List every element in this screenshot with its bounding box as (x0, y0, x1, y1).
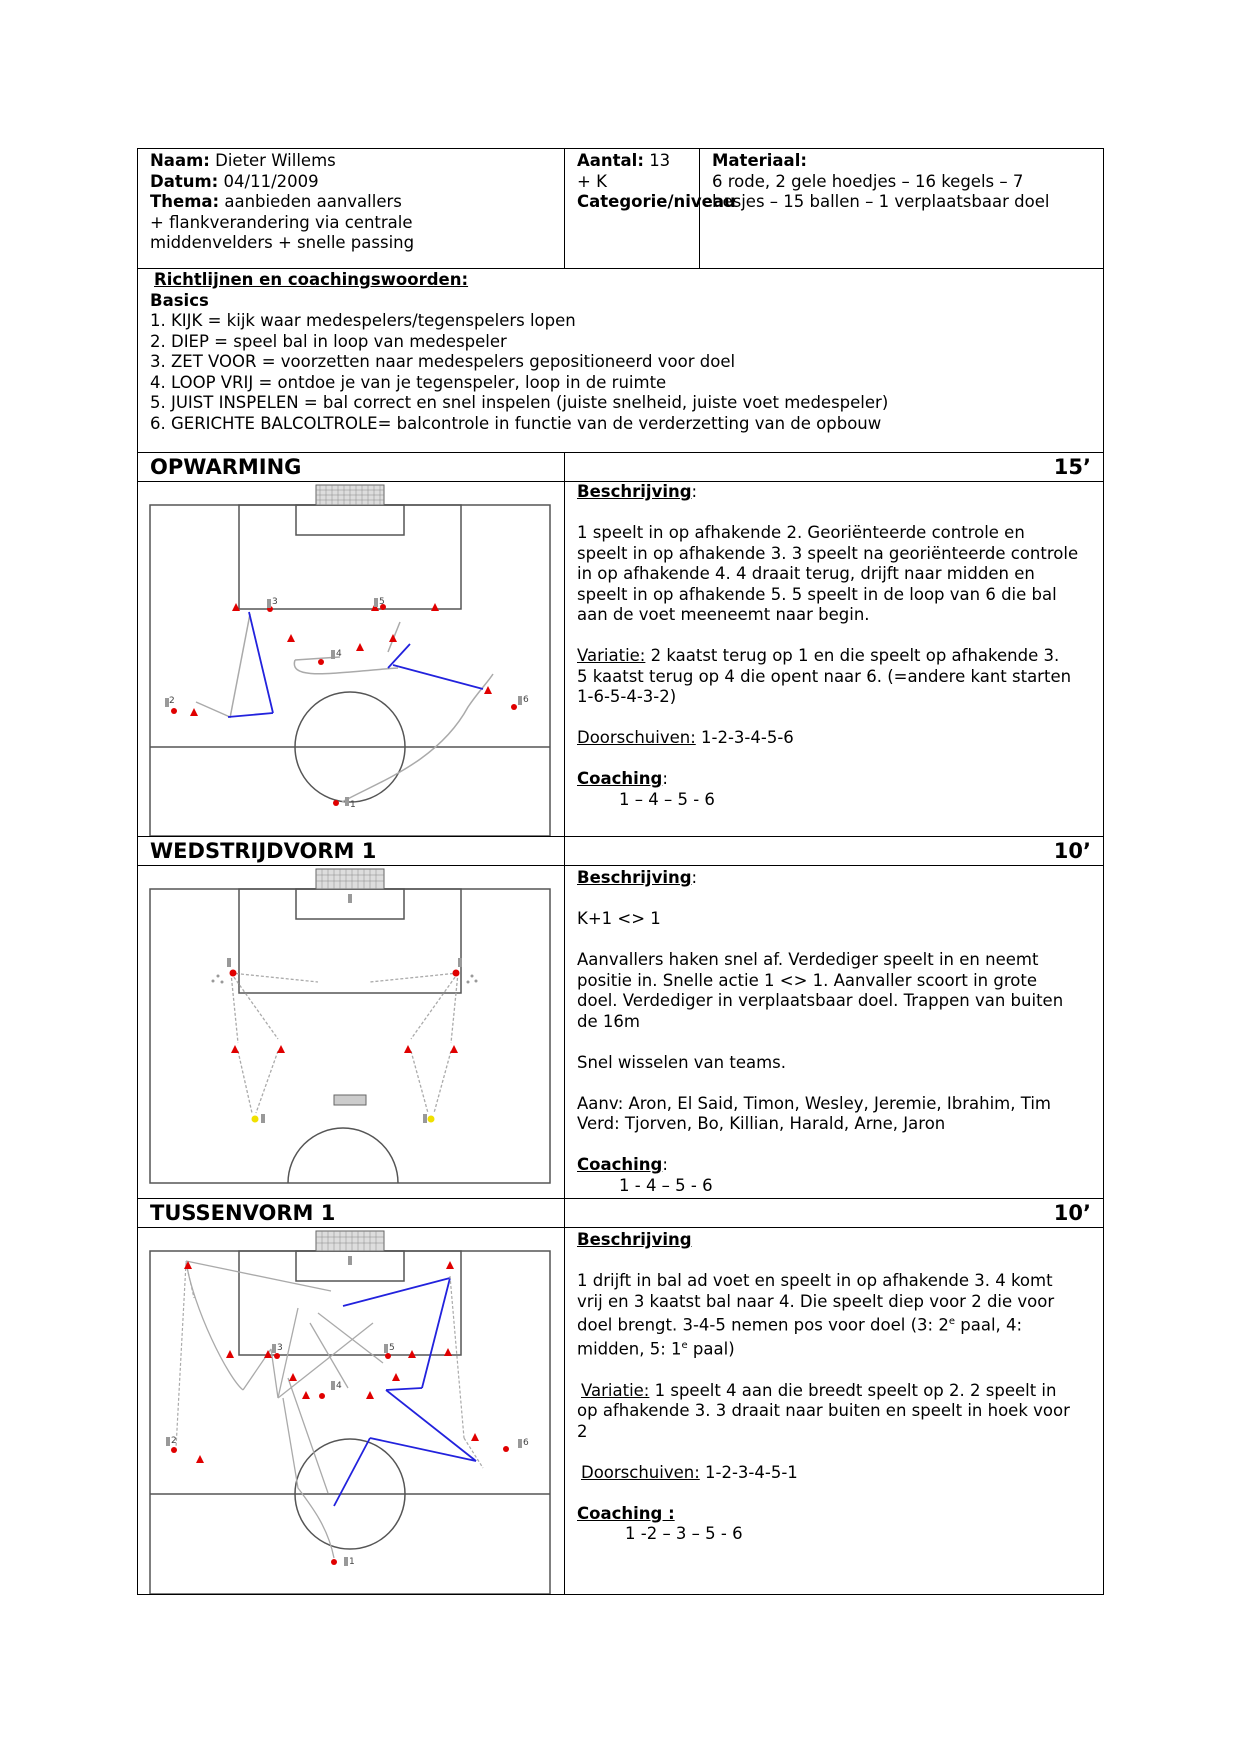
variatie-label: Variatie: (581, 1380, 650, 1400)
description-line: speelt in op afhakende 3. 3 speelt na georiënteerde controle (577, 543, 1079, 563)
colon: : (662, 769, 668, 788)
section-body-opwarming (138, 482, 1104, 837)
description-opwarming-cell (565, 482, 1104, 837)
coaching-value: 1 – 4 – 5 - 6 (619, 789, 715, 809)
description-wedstrijdvorm-cell (565, 866, 1104, 1199)
datum-label: Datum: (150, 171, 219, 191)
verdedigers-line: Verd: Tjorven, Bo, Killian, Harald, Arne, Jaron (577, 1114, 946, 1133)
variatie-line: 1-6-5-4-3-2) (577, 687, 677, 706)
section-duration-cell (565, 837, 1104, 866)
section-duration: 10’ (1053, 1201, 1091, 1225)
variatie-line: 2 kaatst terug op 1 en die speelt op afhakende 3. (645, 646, 1060, 665)
diagram-tussenvorm-cell (138, 1228, 565, 1595)
section-header-opwarming (138, 453, 1104, 482)
guideline-item: 2. DIEP = speel bal in loop van medespeler (150, 331, 507, 351)
player-label: 4 (336, 1381, 342, 1391)
section-duration: 15’ (1053, 455, 1091, 479)
materiaal-label: Materiaal: (712, 151, 807, 170)
description-line: 1 speelt in op afhakende 2. Georiënteerde controle en (577, 523, 1025, 542)
section-title-cell (138, 837, 565, 866)
description-line: positie in. Snelle actie 1 <> 1. Aanvaller scoort in grote (577, 970, 1037, 990)
player-label: 1 (350, 800, 356, 810)
wissel-line: Snel wisselen van teams. (577, 1052, 786, 1072)
thema-line2: + flankverandering via centrale (150, 212, 413, 232)
player-label: 6 (523, 695, 529, 705)
naam-value: Dieter Willems (215, 151, 336, 170)
section-body-tussenvorm (138, 1228, 1104, 1595)
section-header-tussenvorm (138, 1199, 1104, 1228)
colon: : (691, 868, 698, 887)
drill-diagram-opwarming (138, 482, 565, 836)
description-line: aan de voet meeneemt naar begin. (577, 605, 870, 624)
superscript: e (681, 1340, 688, 1351)
beschrijving-label: Beschrijving (577, 1230, 692, 1249)
coaching-label: Coaching : (577, 1503, 675, 1523)
section-duration-cell (565, 1199, 1104, 1228)
player-label: 5 (379, 597, 385, 607)
coaching-label: Coaching (577, 769, 663, 788)
guideline-item: 3. ZET VOOR = voorzetten naar medespelers gepositioneerd voor doel (150, 352, 736, 371)
datum-value: 04/11/2009 (223, 171, 319, 191)
player-label: 1 (349, 1557, 355, 1567)
description-line: de 16m (577, 1011, 640, 1031)
header-materiaal-cell (700, 149, 1104, 269)
section-duration-cell (565, 453, 1104, 482)
section-title: WEDSTRIJDVORM 1 (150, 839, 377, 863)
section-header-wedstrijdvorm (138, 837, 1104, 866)
player-label: 3 (272, 597, 278, 607)
aantal-label: Aantal: (577, 151, 644, 170)
drill-diagram-tussenvorm (138, 1228, 565, 1594)
section-duration: 10’ (1053, 839, 1091, 863)
section-title-cell (138, 1199, 565, 1228)
guideline-item: 1. KIJK = kijk waar medespelers/tegenspelers lopen (150, 311, 576, 330)
doorschuiven-label: Doorschuiven: (581, 1462, 700, 1482)
description-line: doel. Verdediger in verplaatsbaar doel. Trappen van buiten (577, 991, 1064, 1010)
naam-label: Naam: (150, 151, 210, 170)
description-line: vrij en 3 kaatst bal naar 4. Die speelt diep voor 2 die voor (577, 1291, 1055, 1311)
materiaal-line1: 6 rode, 2 gele hoedjes – 16 kegels – 7 (712, 171, 1024, 191)
colon: : (691, 482, 698, 501)
guidelines-cell (138, 269, 1104, 453)
variatie-line: 1 speelt 4 aan die breedt speelt op 2. 2 speelt in (649, 1380, 1057, 1400)
player-label: 2 (169, 696, 175, 706)
description-line: midden, 5: 1 (577, 1339, 682, 1359)
thema-line3: middenvelders + snelle passing (150, 233, 415, 252)
guidelines-subtitle: Basics (150, 290, 209, 310)
description-line: speelt in op afhakende 5. 5 speelt in de loop van 6 die bal (577, 584, 1057, 604)
section-title: OPWARMING (150, 455, 302, 479)
coaching-value: 1 -2 – 3 – 5 - 6 (625, 1524, 743, 1543)
player-label: 4 (336, 649, 342, 659)
description-line: doel brengt. 3-4-5 nemen pos voor doel (3: 2 (577, 1315, 949, 1335)
variatie-line: 2 (577, 1421, 588, 1441)
drill-diagram-wedstrijdvorm (138, 866, 565, 1192)
aanvallers-line: Aanv: Aron, El Said, Timon, Wesley, Jeremie, Ibrahim, Tim (577, 1093, 1051, 1113)
beschrijving-label: Beschrijving (577, 482, 692, 501)
player-label: 2 (171, 1436, 177, 1446)
variatie-line: 5 kaatst terug op 4 die opent naar 6. (=andere kant starten (577, 666, 1072, 686)
materiaal-line2: hesjes – 15 ballen – 1 verplaatsbaar doel (712, 192, 1050, 211)
guidelines-row (138, 269, 1104, 453)
coaching-label: Coaching (577, 1155, 663, 1174)
header-aantal-cell (565, 149, 736, 269)
aantal-value: 13 + K (577, 151, 671, 191)
doorschuiven-label: Doorschuiven: (577, 728, 696, 747)
description-line: paal) (687, 1339, 735, 1359)
variatie-label: Variatie: (577, 646, 646, 665)
lesson-sheet (137, 148, 1103, 1595)
k-line: K+1 <> 1 (577, 909, 661, 928)
header-person-cell (138, 149, 565, 269)
guidelines-title: Richtlijnen en coachingswoorden: (154, 270, 469, 289)
section-title-cell (138, 453, 565, 482)
coaching-value: 1 - 4 – 5 - 6 (619, 1175, 713, 1195)
categorie-label: Categorie/niveau (577, 192, 736, 211)
description-line: Aanvallers haken snel af. Verdediger speelt in en neemt (577, 950, 1039, 969)
superscript: e (948, 1316, 956, 1327)
lesson-table (137, 148, 1104, 1595)
section-title: TUSSENVORM 1 (150, 1201, 336, 1225)
guideline-item: 6. GERICHTE BALCOLTROLE= balcontrole in functie van de verderzetting van de opbouw (150, 413, 882, 433)
doorschuiven-value: 1-2-3-4-5-1 (699, 1462, 798, 1482)
description-line: in op afhakende 4. 4 draait terug, drijft naar midden en (577, 564, 1035, 583)
description-line: paal, 4: (955, 1315, 1023, 1335)
player-label: 6 (523, 1438, 529, 1448)
player-label: 3 (277, 1343, 283, 1353)
variatie-line: op afhakende 3. 3 draait naar buiten en speelt in hoek voor (577, 1401, 1070, 1420)
description-tussenvorm-cell (565, 1228, 1104, 1595)
doorschuiven-value: 1-2-3-4-5-6 (695, 728, 794, 747)
guideline-item: 4. LOOP VRIJ = ontdoe je van je tegenspeler, loop in de ruimte (150, 372, 667, 392)
player-label: 5 (389, 1343, 395, 1353)
guideline-item: 5. JUIST INSPELEN = bal correct en snel inspelen (juiste snelheid, juiste voet medespeler) (150, 393, 889, 412)
diagram-opwarming-cell (138, 482, 565, 837)
beschrijving-label: Beschrijving (577, 868, 692, 887)
thema-line1: aanbieden aanvallers (224, 192, 402, 211)
thema-label: Thema: (150, 192, 220, 211)
header-row (138, 149, 1104, 269)
section-body-wedstrijdvorm (138, 866, 1104, 1199)
description-line: 1 drijft in bal ad voet en speelt in op afhakende 3. 4 komt (577, 1271, 1053, 1290)
diagram-wedstrijdvorm-cell (138, 866, 565, 1199)
colon: : (662, 1155, 668, 1174)
